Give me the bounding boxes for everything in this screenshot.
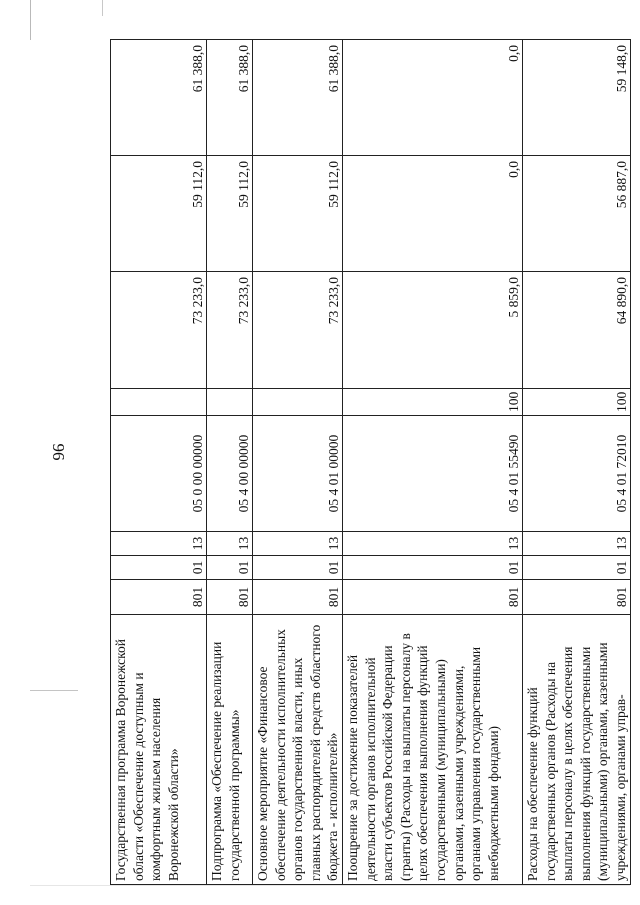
row-expense-type	[111, 389, 207, 416]
row-name: Расходы на обеспечение функций государственных органов (Расходы на выплаты персоналу в целях обеспечения выполнения функций государственными (муниципальными) органами, казенными учреждениями, органами управ-	[522, 615, 630, 885]
row-amount-1: 5 859,0	[342, 272, 522, 389]
row-name: Государственная программа Воронежской области «Обеспечение доступным и комфортным жильем населения Воронежской области»	[111, 615, 207, 885]
row-amount-3: 61 388,0	[253, 40, 343, 156]
row-amount-2: 59 112,0	[111, 156, 207, 272]
page-number: 96	[49, 443, 68, 461]
row-section-code: 01	[253, 556, 343, 580]
budget-table-sheet	[110, 40, 629, 885]
table-row	[522, 40, 630, 885]
row-section-code: 01	[342, 556, 522, 580]
budget-table	[110, 39, 631, 885]
scan-fold-line	[30, 690, 78, 691]
row-amount-1: 73 233,0	[207, 272, 253, 389]
table-row	[111, 40, 207, 885]
row-expense-type: 100	[342, 389, 522, 416]
row-target-article: 05 4 01 72010	[522, 416, 630, 532]
row-subsection-code: 13	[342, 532, 522, 556]
table-row	[207, 40, 253, 885]
row-amount-1: 73 233,0	[253, 272, 343, 389]
row-gr-code: 801	[111, 580, 207, 615]
row-target-article: 05 4 00 00000	[207, 416, 253, 532]
row-subsection-code: 13	[522, 532, 630, 556]
row-section-code: 01	[207, 556, 253, 580]
row-gr-code: 801	[522, 580, 630, 615]
row-target-article: 05 4 01 55490	[342, 416, 522, 532]
row-name: Основное мероприятие «Финансовое обеспечение деятельности исполнительных органов государственной власти, иных главных распорядителей средств областного бюджета - исполнителей»	[253, 615, 343, 885]
row-amount-3: 61 388,0	[111, 40, 207, 156]
row-amount-2: 59 112,0	[253, 156, 343, 272]
scan-fold-line	[30, 885, 630, 886]
row-subsection-code: 13	[111, 532, 207, 556]
row-name: Подпрограмма «Обеспечение реализации государственной программы»	[207, 615, 253, 885]
row-expense-type	[207, 389, 253, 416]
table-row	[342, 40, 522, 885]
row-amount-1: 73 233,0	[111, 272, 207, 389]
row-amount-3: 61 388,0	[207, 40, 253, 156]
rotated-table-wrapper	[110, 40, 629, 885]
row-name: Поощрение за достижение показателей деятельности органов исполнительной власти субъектов Российской Федерации (гранты) (Расходы на выплаты персоналу в целях обеспечения выполнения функций государственными (муниципальными) органами, казенными учреждениями, органами управления государственными внебюджетными фондами)	[342, 615, 522, 885]
row-amount-2: 0,0	[342, 156, 522, 272]
row-gr-code: 801	[253, 580, 343, 615]
row-target-article: 05 4 01 00000	[253, 416, 343, 532]
row-subsection-code: 13	[207, 532, 253, 556]
row-target-article: 05 0 00 00000	[111, 416, 207, 532]
row-gr-code: 801	[342, 580, 522, 615]
row-subsection-code: 13	[253, 532, 343, 556]
row-amount-2: 59 112,0	[207, 156, 253, 272]
row-amount-3: 0,0	[342, 40, 522, 156]
row-expense-type: 100	[522, 389, 630, 416]
row-section-code: 01	[111, 556, 207, 580]
row-amount-1: 64 890,0	[522, 272, 630, 389]
row-gr-code: 801	[207, 580, 253, 615]
row-amount-2: 56 887,0	[522, 156, 630, 272]
row-expense-type	[253, 389, 343, 416]
table-row	[253, 40, 343, 885]
row-amount-3: 59 148,0	[522, 40, 630, 156]
scan-fold-line	[30, 0, 31, 40]
row-section-code: 01	[522, 556, 630, 580]
scan-fold-line	[102, 0, 103, 16]
